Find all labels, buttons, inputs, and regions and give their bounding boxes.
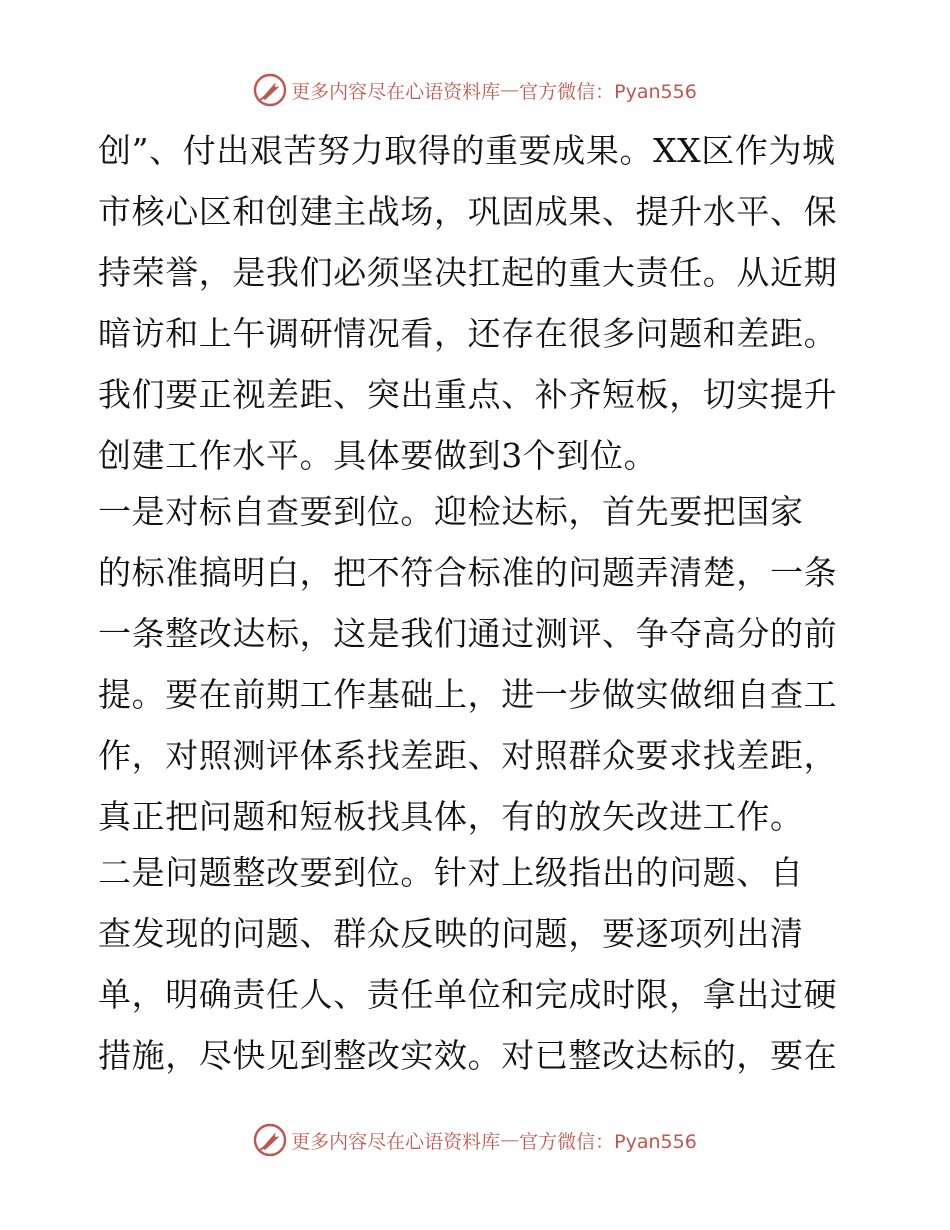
text-line: 创”、付出艰苦努力取得的重要成果。XX区作为城	[98, 131, 836, 170]
banner-contact: 官方微信：Pyan556	[519, 80, 697, 103]
text-line: 真正把问题和短板找具体，有的放矢改进工作。	[98, 797, 804, 836]
banner-separator: —	[500, 79, 520, 101]
banner-text: 更多内容尽在心语资料库	[291, 80, 501, 103]
text-line: 创建工作水平。具体要做到3个到位。	[98, 436, 658, 475]
text-line: 二是问题整改要到位。针对上级指出的问题、自	[98, 853, 804, 892]
banner-contact: 官方微信：Pyan556	[519, 1130, 697, 1153]
text-line: 措施，尽快见到整改实效。对已整改达标的，要在	[98, 1036, 838, 1075]
text-line: 持荣誉，是我们必须坚决扛起的重大责任。从近期	[98, 253, 838, 292]
text-line: 一是对标自查要到位。迎检达标，首先要把国家	[98, 492, 804, 531]
text-line: 提。要在前期工作基础上，进一步做实做细自查工	[98, 675, 838, 714]
text-line: 一条整改达标，这是我们通过测评、争夺高分的前	[98, 614, 838, 653]
banner-separator: —	[500, 1129, 520, 1151]
paragraph-3	[98, 842, 858, 1086]
text-line: 作，对照测评体系找差距、对照群众要求找差距，	[98, 736, 838, 775]
text-line: 暗访和上午调研情况看，还存在很多问题和差距。	[98, 314, 838, 353]
pen-nib-logo-icon	[253, 73, 287, 107]
pen-nib-logo-icon	[253, 1123, 287, 1157]
text-line: 单，明确责任人、责任单位和完成时限，拿出过硬	[98, 975, 838, 1014]
text-line: 的标准搞明白，把不符合标准的问题弄清楚，一条	[98, 553, 838, 592]
text-line: 我们要正视差距、突出重点、补齐短板，切实提升	[98, 375, 838, 414]
footer-banner	[0, 1122, 950, 1158]
header-banner	[0, 72, 950, 108]
paragraph-2	[98, 481, 858, 847]
text-line: 查发现的问题、群众反映的问题，要逐项列出清	[98, 914, 804, 953]
paragraph-1	[98, 120, 858, 486]
text-line: 市核心区和创建主战场，巩固成果、提升水平、保	[98, 192, 838, 231]
banner-text: 更多内容尽在心语资料库	[291, 1130, 501, 1153]
